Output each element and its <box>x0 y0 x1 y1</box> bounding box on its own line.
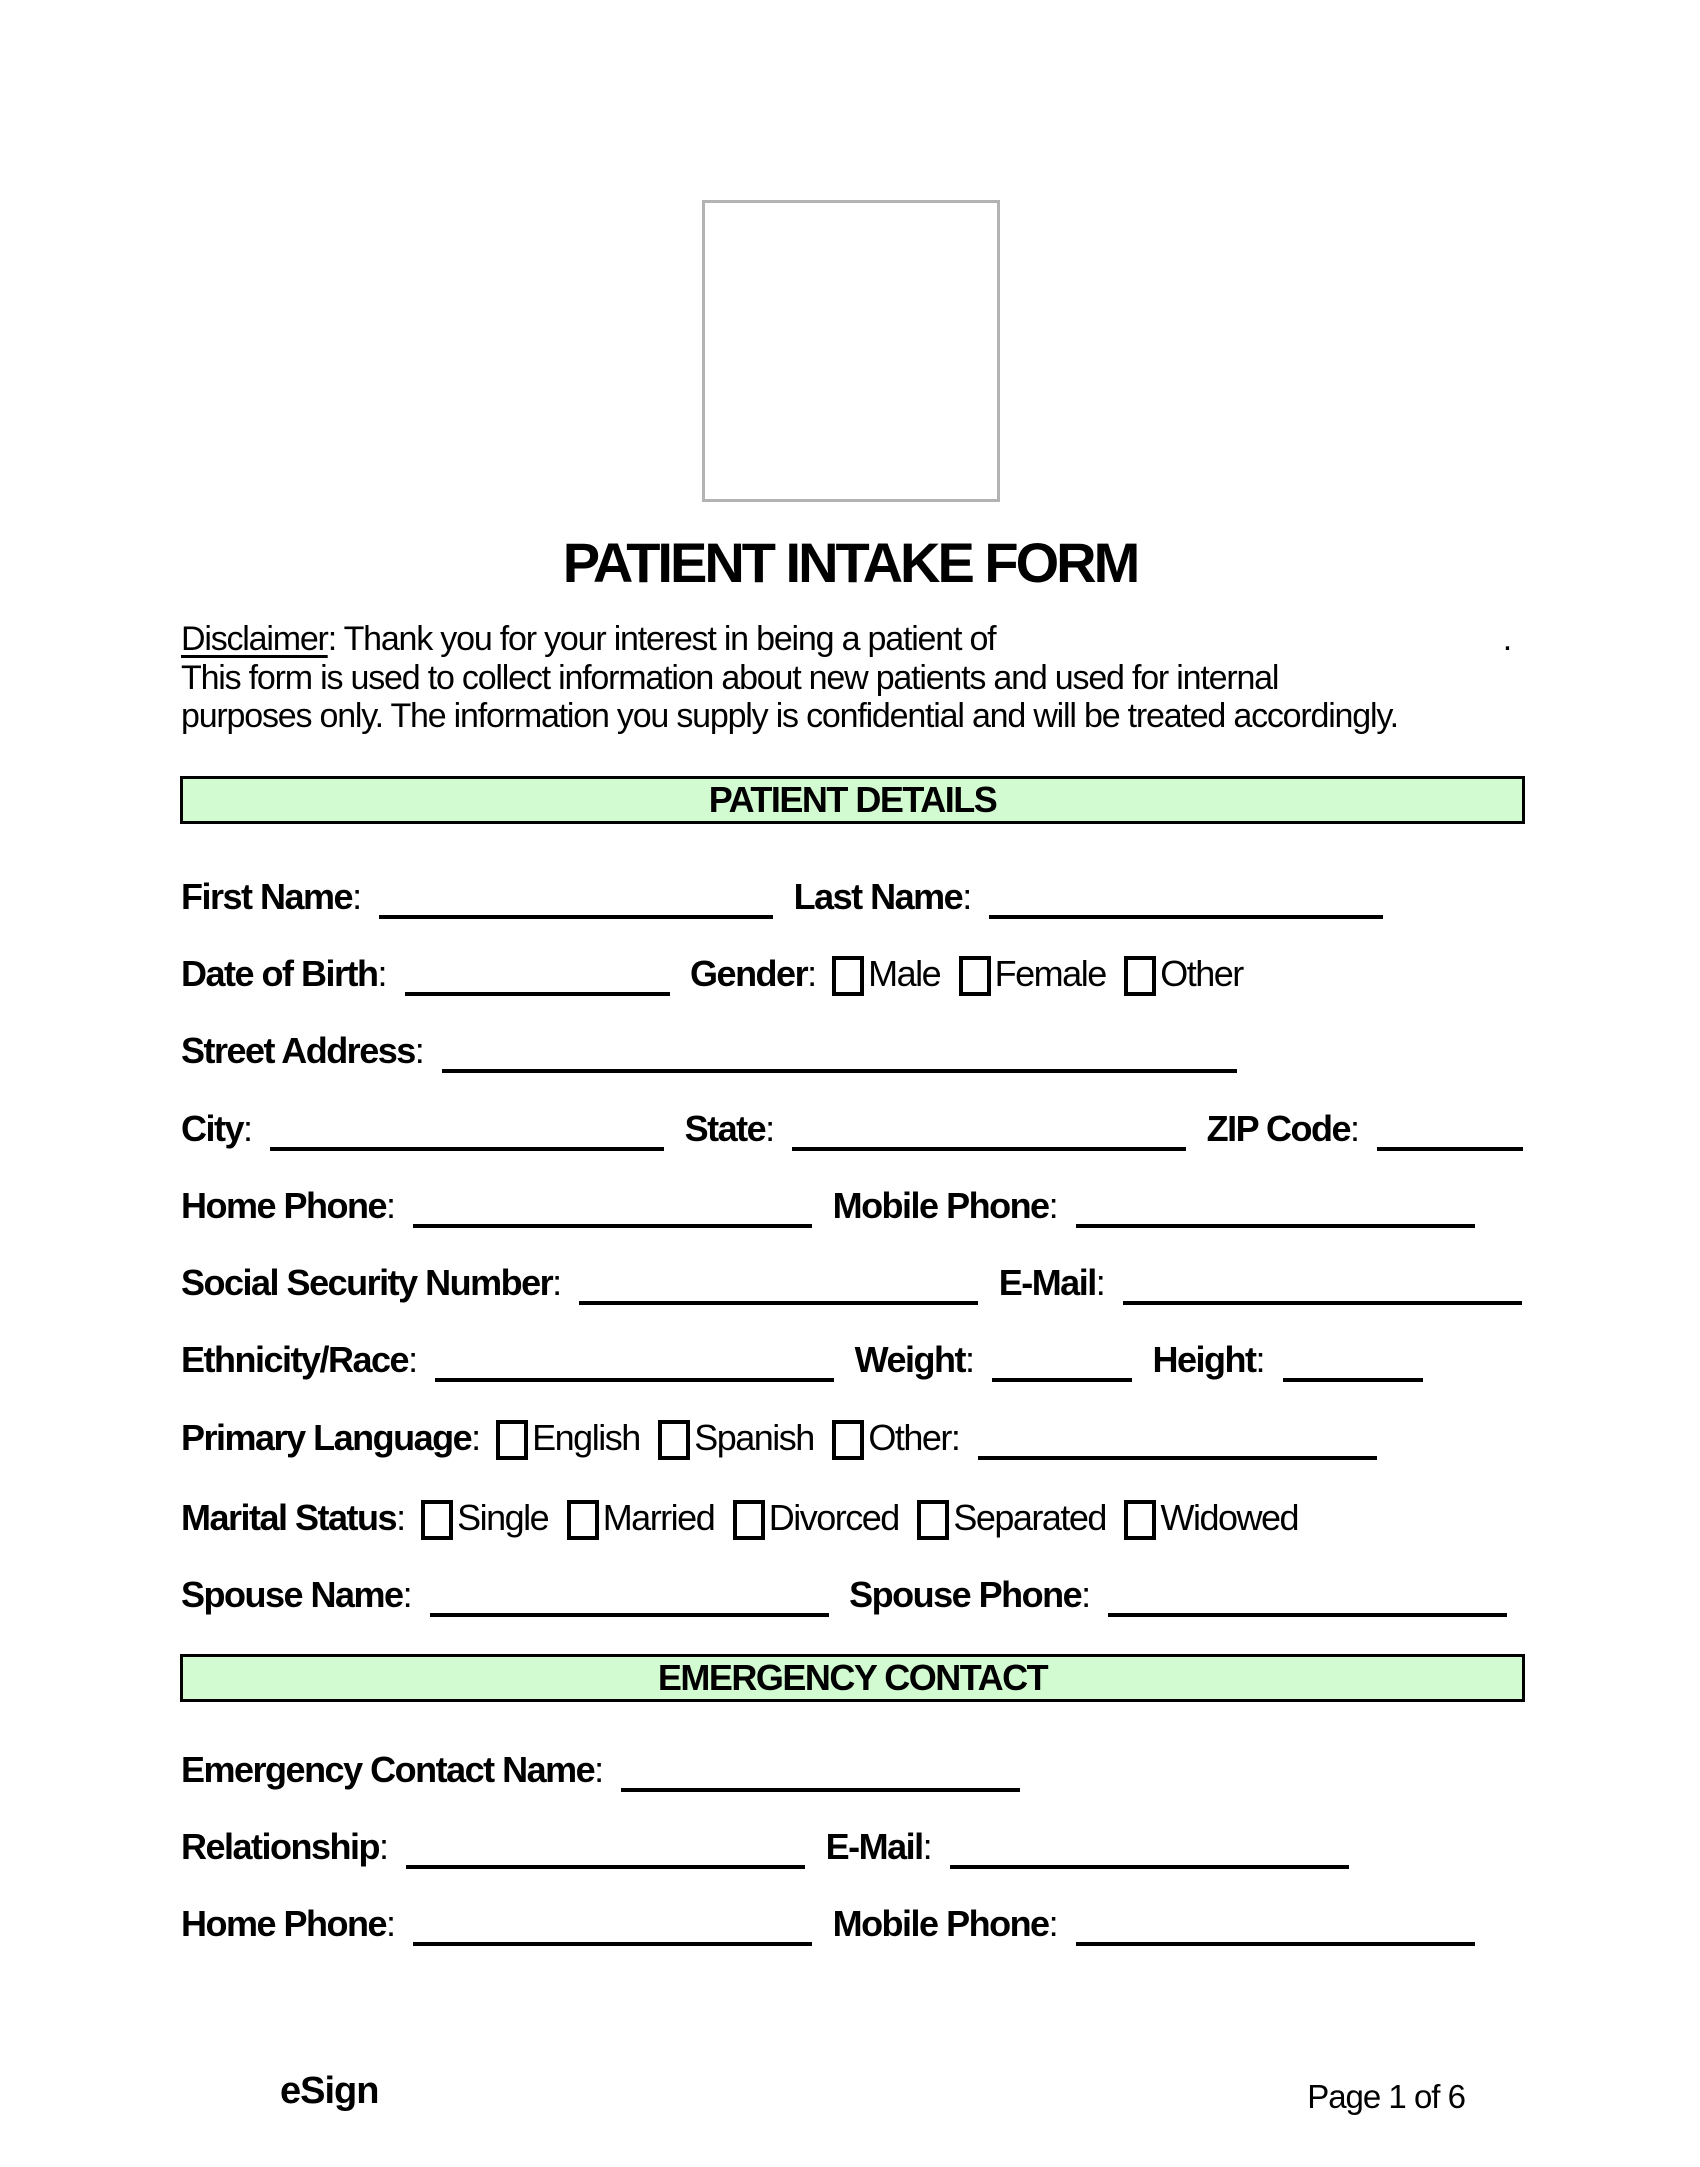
colon: : <box>922 1826 932 1867</box>
row-primary-language <box>181 1416 1571 1460</box>
disclaimer-colon: : <box>327 620 336 658</box>
marital-separated-option-label: Separated <box>953 1497 1106 1538</box>
section-header-patient-details-label: PATIENT DETAILS <box>708 779 997 820</box>
language-other-checkbox[interactable] <box>832 1420 864 1460</box>
zip-code-blank[interactable] <box>1377 1121 1523 1151</box>
primary-language-label: Primary Language <box>181 1417 472 1458</box>
email-blank[interactable] <box>1123 1275 1522 1305</box>
date-of-birth-blank[interactable] <box>405 966 670 996</box>
page-title: PATIENT INTAKE FORM <box>562 531 1138 594</box>
colon: : <box>414 1030 424 1071</box>
row-ethnicity-weight-height <box>181 1338 1571 1382</box>
row-relationship-email <box>181 1825 1571 1869</box>
colon: : <box>552 1262 561 1303</box>
state-blank[interactable] <box>792 1121 1186 1151</box>
row-street-address <box>181 1029 1571 1073</box>
marital-married-option-label: Married <box>602 1497 715 1538</box>
row-spouse <box>181 1573 1571 1617</box>
row-name <box>181 875 1571 919</box>
gender-label: Gender <box>690 953 808 994</box>
disclaimer-line1-period: . <box>1502 620 1511 658</box>
colon: : <box>386 1185 395 1226</box>
disclaimer-line1 <box>181 620 1529 659</box>
city-label: City <box>181 1108 244 1149</box>
colon: : <box>1048 1185 1058 1226</box>
section-header-patient-details <box>180 776 1525 824</box>
street-address-label: Street Address <box>181 1030 415 1071</box>
colon: : <box>594 1749 603 1790</box>
gender-other-option-label: Other <box>1160 953 1243 994</box>
emergency-email-blank[interactable] <box>950 1839 1349 1869</box>
section-header-emergency-contact-label: EMERGENCY CONTACT <box>657 1657 1048 1698</box>
row-ssn-email <box>181 1261 1571 1305</box>
marital-married-checkbox[interactable] <box>567 1500 599 1540</box>
ssn-blank[interactable] <box>579 1275 978 1305</box>
marital-single-checkbox[interactable] <box>421 1500 453 1540</box>
colon: : <box>964 1339 974 1380</box>
home-phone-blank[interactable] <box>413 1198 812 1228</box>
date-of-birth-label: Date of Birth <box>181 953 378 994</box>
colon: : <box>471 1417 480 1458</box>
esign-logo: eSign <box>280 2070 379 2112</box>
spouse-phone-blank[interactable] <box>1108 1587 1507 1617</box>
city-blank[interactable] <box>270 1121 664 1151</box>
colon: : <box>1081 1574 1090 1615</box>
language-spanish-option-label: Spanish <box>694 1417 814 1458</box>
home-phone-label: Home Phone <box>181 1185 387 1226</box>
row-city-state-zip <box>181 1107 1571 1151</box>
first-name-label: First Name <box>181 876 353 917</box>
row-emergency-contact-name <box>181 1748 1571 1792</box>
emergency-email-label: E-Mail <box>825 1826 923 1867</box>
emergency-contact-name-blank[interactable] <box>621 1762 1020 1792</box>
marital-status-label: Marital Status <box>181 1497 397 1538</box>
colon: : <box>1048 1903 1058 1944</box>
colon: : <box>765 1108 774 1149</box>
row-emergency-phones <box>181 1902 1571 1946</box>
mobile-phone-blank[interactable] <box>1076 1198 1475 1228</box>
emergency-mobile-phone-label: Mobile Phone <box>832 1903 1049 1944</box>
language-english-checkbox[interactable] <box>496 1420 528 1460</box>
colon: : <box>807 953 816 994</box>
disclaimer <box>181 620 1529 736</box>
height-blank[interactable] <box>1283 1352 1423 1382</box>
relationship-blank[interactable] <box>406 1839 805 1869</box>
colon: : <box>1095 1262 1105 1303</box>
colon: : <box>962 876 971 917</box>
colon: : <box>377 953 387 994</box>
colon: : <box>396 1497 405 1538</box>
language-other-option-label: Other <box>868 1417 951 1458</box>
emergency-mobile-phone-blank[interactable] <box>1076 1916 1475 1946</box>
marital-divorced-option-label: Divorced <box>768 1497 899 1538</box>
logo-placeholder-box <box>702 200 1000 502</box>
emergency-contact-name-label: Emergency Contact Name <box>181 1749 595 1790</box>
zip-code-label: ZIP Code <box>1206 1108 1350 1149</box>
marital-single-option-label: Single <box>457 1497 549 1538</box>
colon: : <box>243 1108 252 1149</box>
colon: : <box>950 1417 960 1458</box>
disclaimer-line2: This form is used to collect information about new patients and used for internal <box>181 658 1279 697</box>
page-number: Page 1 of 6 <box>1307 2078 1465 2115</box>
ethnicity-label: Ethnicity/Race <box>181 1339 409 1380</box>
weight-blank[interactable] <box>992 1352 1132 1382</box>
marital-divorced-checkbox[interactable] <box>733 1500 765 1540</box>
last-name-blank[interactable] <box>989 889 1383 919</box>
language-english-option-label: English <box>532 1417 640 1458</box>
emergency-home-phone-label: Home Phone <box>181 1903 387 1944</box>
first-name-blank[interactable] <box>379 889 773 919</box>
weight-label: Weight <box>854 1339 965 1380</box>
height-label: Height <box>1152 1339 1256 1380</box>
language-spanish-checkbox[interactable] <box>658 1420 690 1460</box>
marital-widowed-checkbox[interactable] <box>1124 1500 1156 1540</box>
disclaimer-label: Disclaimer <box>181 620 328 658</box>
mobile-phone-label: Mobile Phone <box>832 1185 1049 1226</box>
row-marital-status <box>181 1496 1571 1540</box>
colon: : <box>402 1574 412 1615</box>
spouse-phone-label: Spouse Phone <box>849 1574 1082 1615</box>
last-name-label: Last Name <box>793 876 963 917</box>
colon: : <box>352 876 361 917</box>
colon: : <box>408 1339 417 1380</box>
disclaimer-line1-text: Thank you for your interest in being a patient of <box>335 620 996 658</box>
colon: : <box>379 1826 388 1867</box>
ssn-label: Social Security Number <box>181 1262 553 1303</box>
section-header-emergency-contact <box>180 1654 1525 1702</box>
row-dob-gender <box>181 952 1571 996</box>
emergency-home-phone-blank[interactable] <box>413 1916 812 1946</box>
gender-female-option-label: Female <box>994 953 1106 994</box>
gender-male-checkbox[interactable] <box>832 956 864 996</box>
colon: : <box>1350 1108 1359 1149</box>
ethnicity-blank[interactable] <box>435 1352 834 1382</box>
gender-male-option-label: Male <box>868 953 941 994</box>
disclaimer-line3: purposes only. The information you supply is confidential and will be treated accordingly. <box>181 697 1398 735</box>
email-label: E-Mail <box>998 1262 1096 1303</box>
gender-other-checkbox[interactable] <box>1124 956 1156 996</box>
marital-widowed-option-label: Widowed <box>1160 1497 1299 1538</box>
gender-female-checkbox[interactable] <box>959 956 991 996</box>
colon: : <box>1255 1339 1265 1380</box>
street-address-blank[interactable] <box>442 1043 1237 1073</box>
row-phones <box>181 1184 1571 1228</box>
spouse-name-label: Spouse Name <box>181 1574 403 1615</box>
colon: : <box>386 1903 395 1944</box>
relationship-label: Relationship <box>181 1826 380 1867</box>
marital-separated-checkbox[interactable] <box>917 1500 949 1540</box>
state-label: State <box>684 1108 766 1149</box>
language-other-blank[interactable] <box>978 1430 1377 1460</box>
spouse-name-blank[interactable] <box>430 1587 829 1617</box>
